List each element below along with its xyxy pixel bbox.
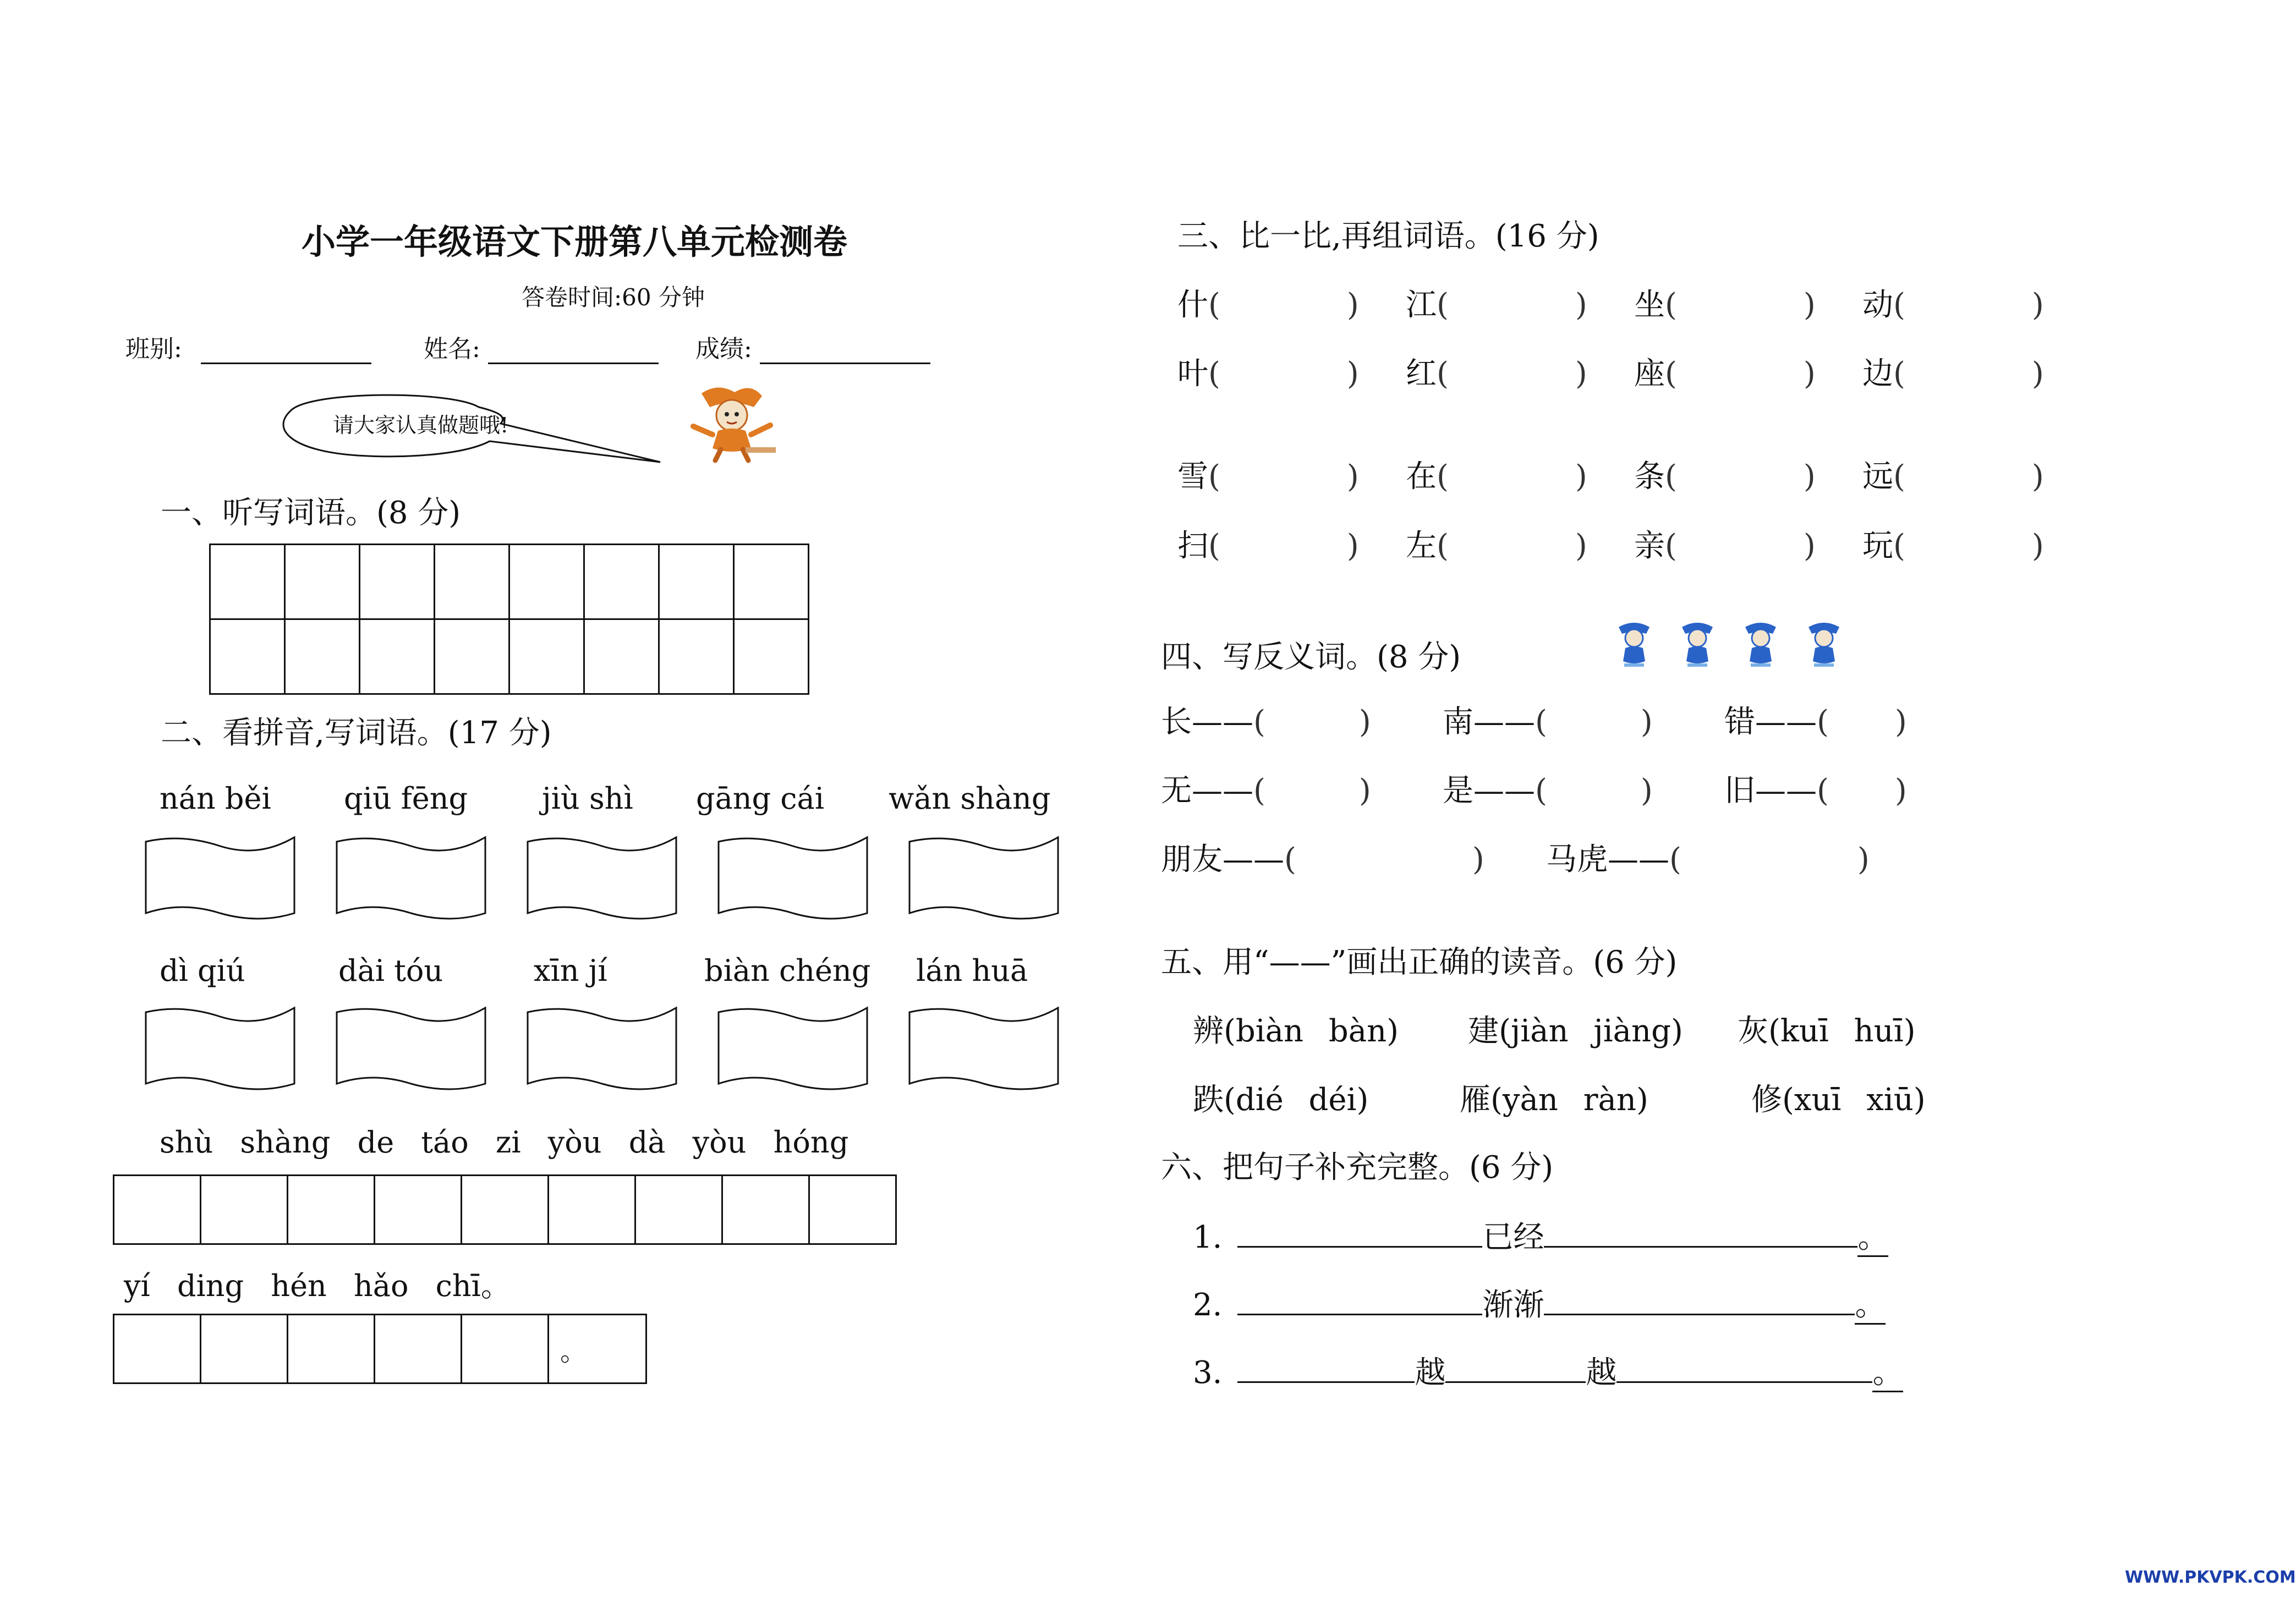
compare-item[interactable]: 边( ) <box>1862 356 2044 392</box>
antonym-item[interactable]: 长——( ) <box>1161 704 1371 740</box>
pinyin-label: qiū fēng <box>344 781 468 816</box>
sentence-pinyin-2: yí ding hén hǎo chī。 <box>124 1269 511 1303</box>
antonym-word: 南—— <box>1443 704 1535 740</box>
compare-char: 条 <box>1634 459 1665 495</box>
write-box[interactable] <box>285 619 360 694</box>
write-box[interactable] <box>635 1176 722 1244</box>
write-box[interactable] <box>659 545 734 619</box>
compare-char: 红 <box>1406 356 1437 392</box>
sentence-number: 3. <box>1193 1355 1223 1391</box>
reading-item[interactable]: 雁(yàn ràn) <box>1460 1082 1648 1118</box>
reading-item[interactable]: 跌(dié déi) <box>1193 1082 1369 1118</box>
write-box[interactable] <box>809 1176 896 1244</box>
compare-item[interactable]: 红( ) <box>1406 356 1587 392</box>
mascot-icon <box>1682 623 1713 667</box>
antonym-row <box>1161 766 1972 810</box>
antonym-word: 是—— <box>1443 773 1535 809</box>
pinyin-label: dài tóu <box>338 953 443 988</box>
bubble-text: 请大家认真做题哦! <box>333 413 509 437</box>
antonym-item[interactable]: 南——( ) <box>1443 704 1653 740</box>
fill-blank[interactable] <box>1544 1240 1855 1248</box>
section-4-title: 四、写反义词。(8 分) <box>1161 639 1461 675</box>
write-box[interactable] <box>114 1176 201 1244</box>
connector-word: 越 <box>1415 1355 1446 1391</box>
fill-blank[interactable] <box>1237 1308 1482 1315</box>
page-title: 小学一年级语文下册第八单元检测卷 <box>302 222 848 262</box>
section-6-title: 六、把句子补充完整。(6 分) <box>1161 1150 1554 1185</box>
write-box[interactable] <box>734 619 809 694</box>
compare-row <box>1177 452 2091 496</box>
word-card-row-1 <box>143 831 1078 924</box>
word-card-row-2 <box>143 1001 1078 1095</box>
write-box[interactable] <box>584 619 659 694</box>
reading-row <box>1193 1075 1999 1119</box>
write-box[interactable] <box>584 545 659 619</box>
compare-char: 什 <box>1177 287 1208 323</box>
write-box[interactable] <box>285 545 360 619</box>
reading-row <box>1193 1007 1985 1051</box>
class-field[interactable] <box>125 329 371 364</box>
section-1-title: 一、听写词语。(8 分) <box>161 495 461 531</box>
name-blank[interactable] <box>488 343 659 364</box>
section-5-title: 五、用“——”画出正确的读音。(6 分) <box>1161 945 1678 980</box>
compare-char: 座 <box>1634 356 1665 392</box>
fill-blank[interactable] <box>1544 1308 1855 1315</box>
antonym-item[interactable]: 马虎——( ) <box>1546 842 1870 877</box>
compare-item[interactable]: 玩( ) <box>1862 528 2044 564</box>
fill-blank[interactable] <box>1616 1376 1872 1383</box>
reading-item[interactable]: 辨(biàn bàn) <box>1193 1013 1399 1049</box>
sentence-end: 。 <box>1857 1220 1888 1257</box>
compare-item[interactable]: 什( ) <box>1177 287 1359 323</box>
compare-char: 远 <box>1862 459 1893 495</box>
score-field[interactable] <box>695 329 930 364</box>
compare-item[interactable]: 条( ) <box>1634 459 1816 495</box>
section-2-title: 二、看拼音,写词语。(17 分) <box>161 715 552 751</box>
antonym-word: 马虎—— <box>1546 842 1669 877</box>
connector-word: 已经 <box>1482 1220 1544 1255</box>
write-box[interactable] <box>722 1176 809 1244</box>
antonym-item[interactable]: 是——( ) <box>1443 773 1653 809</box>
write-box[interactable] <box>210 545 285 619</box>
write-box[interactable] <box>360 545 435 619</box>
compare-item[interactable]: 远( ) <box>1862 459 2044 495</box>
mascot-icon <box>1619 623 1650 667</box>
compare-char: 玩 <box>1862 528 1893 564</box>
compare-item[interactable]: 扫( ) <box>1177 528 1359 564</box>
name-field[interactable] <box>424 329 659 364</box>
pinyin-label: gāng cái <box>696 781 824 816</box>
reading-item[interactable]: 灰(kuī huī) <box>1738 1013 1916 1049</box>
mascot-icon <box>1745 623 1776 667</box>
write-box[interactable] <box>201 1176 288 1244</box>
compare-item[interactable]: 动( ) <box>1862 287 2044 323</box>
pinyin-label: lán huā <box>916 953 1028 988</box>
class-blank[interactable] <box>201 343 371 364</box>
mascot-icon <box>1809 623 1839 667</box>
pinyin-label: biàn chéng <box>704 953 871 988</box>
sentence-pinyin-1: shù shàng de táo zi yòu dà yòu hóng <box>160 1125 849 1160</box>
compare-item[interactable]: 在( ) <box>1406 459 1587 495</box>
write-box[interactable] <box>201 1315 288 1384</box>
antonym-word: 长—— <box>1161 704 1253 740</box>
compare-item[interactable]: 坐( ) <box>1634 287 1816 323</box>
sentence-end: 。 <box>1872 1355 1903 1392</box>
class-label: 班别: <box>125 335 182 363</box>
dictation-grid <box>209 544 809 695</box>
compare-item[interactable]: 座( ) <box>1634 356 1816 392</box>
pinyin-label: xīn jí <box>534 953 607 988</box>
write-box[interactable] <box>288 1315 375 1384</box>
mascot-icons <box>1612 616 1876 671</box>
compare-row <box>1177 521 2091 566</box>
sentence-end: 。 <box>1855 1287 1886 1325</box>
sentence-fill-1 <box>1193 1213 1888 1257</box>
write-box[interactable] <box>288 1176 375 1244</box>
compare-item[interactable]: 亲( ) <box>1634 528 1816 564</box>
write-box[interactable] <box>360 619 435 694</box>
compare-item[interactable]: 江( ) <box>1406 287 1587 323</box>
fill-blank[interactable] <box>1237 1240 1482 1248</box>
compare-char: 动 <box>1862 287 1893 323</box>
sentence-fill-3 <box>1193 1348 1903 1392</box>
write-box[interactable] <box>435 619 509 694</box>
footer-url[interactable]: WWW.PKVPK.COM <box>2125 1568 2296 1587</box>
score-blank[interactable] <box>760 343 930 364</box>
sentence-number: 1. <box>1193 1220 1223 1255</box>
compare-char: 扫 <box>1177 528 1208 564</box>
pinyin-label: wǎn shàng <box>889 781 1051 816</box>
name-label: 姓名: <box>424 335 480 363</box>
section-3-title: 三、比一比,再组词语。(16 分) <box>1177 218 1599 254</box>
compare-char: 在 <box>1406 459 1437 495</box>
antonym-row <box>1161 835 1931 879</box>
antonym-word: 无—— <box>1161 773 1253 809</box>
compare-row <box>1177 349 2091 393</box>
antonym-item[interactable]: 旧——( ) <box>1724 773 1907 809</box>
reading-item[interactable]: 修(xuī xiū) <box>1751 1082 1926 1118</box>
write-box[interactable] <box>659 619 734 694</box>
connector-word: 越 <box>1586 1355 1617 1391</box>
mascot-icon <box>680 382 784 462</box>
pinyin-label: jiù shì <box>542 781 633 816</box>
exam-time: 答卷时间:60 分钟 <box>522 284 705 311</box>
write-box[interactable] <box>462 1315 549 1384</box>
compare-char: 雪 <box>1177 459 1208 495</box>
sentence-fill-2 <box>1193 1281 1886 1325</box>
sentence-number: 2. <box>1193 1287 1223 1323</box>
write-box[interactable] <box>549 1176 635 1244</box>
compare-item[interactable]: 左( ) <box>1406 528 1587 564</box>
compare-char: 坐 <box>1634 287 1665 323</box>
write-box[interactable] <box>462 1176 549 1244</box>
compare-row <box>1177 281 2091 325</box>
compare-char: 亲 <box>1634 528 1665 564</box>
fill-blank[interactable] <box>1237 1376 1415 1383</box>
write-box[interactable] <box>375 1176 462 1244</box>
compare-char: 叶 <box>1177 356 1208 392</box>
pinyin-label: dì qiú <box>160 953 245 988</box>
write-box[interactable] <box>509 619 584 694</box>
write-box[interactable] <box>114 1315 201 1384</box>
score-label: 成绩: <box>695 335 752 363</box>
compare-char: 江 <box>1406 287 1437 323</box>
compare-item[interactable]: 雪( ) <box>1177 459 1359 495</box>
write-box[interactable] <box>375 1315 462 1384</box>
antonym-word: 朋友—— <box>1161 842 1284 877</box>
reading-item[interactable]: 建(jiàn jiàng) <box>1468 1013 1683 1049</box>
antonym-item[interactable]: 错——( ) <box>1724 704 1907 740</box>
antonym-row <box>1161 698 1972 742</box>
compare-char: 左 <box>1406 528 1437 564</box>
antonym-item[interactable]: 朋友——( ) <box>1161 842 1484 877</box>
sentence-grid-2 <box>113 1314 647 1384</box>
sentence-grid-1 <box>113 1174 897 1245</box>
antonym-word: 旧—— <box>1724 773 1817 809</box>
compare-item[interactable]: 叶( ) <box>1177 356 1359 392</box>
antonym-item[interactable]: 无——( ) <box>1161 773 1371 809</box>
write-box[interactable] <box>734 545 809 619</box>
connector-word: 渐渐 <box>1482 1287 1544 1323</box>
write-box[interactable] <box>210 619 285 694</box>
write-box[interactable] <box>435 545 509 619</box>
fill-blank[interactable] <box>1445 1376 1586 1383</box>
end-mark-box: 。 <box>549 1315 646 1384</box>
compare-char: 边 <box>1862 356 1893 392</box>
write-box[interactable] <box>509 545 584 619</box>
pinyin-label: nán běi <box>160 781 271 816</box>
antonym-word: 错—— <box>1724 704 1817 740</box>
